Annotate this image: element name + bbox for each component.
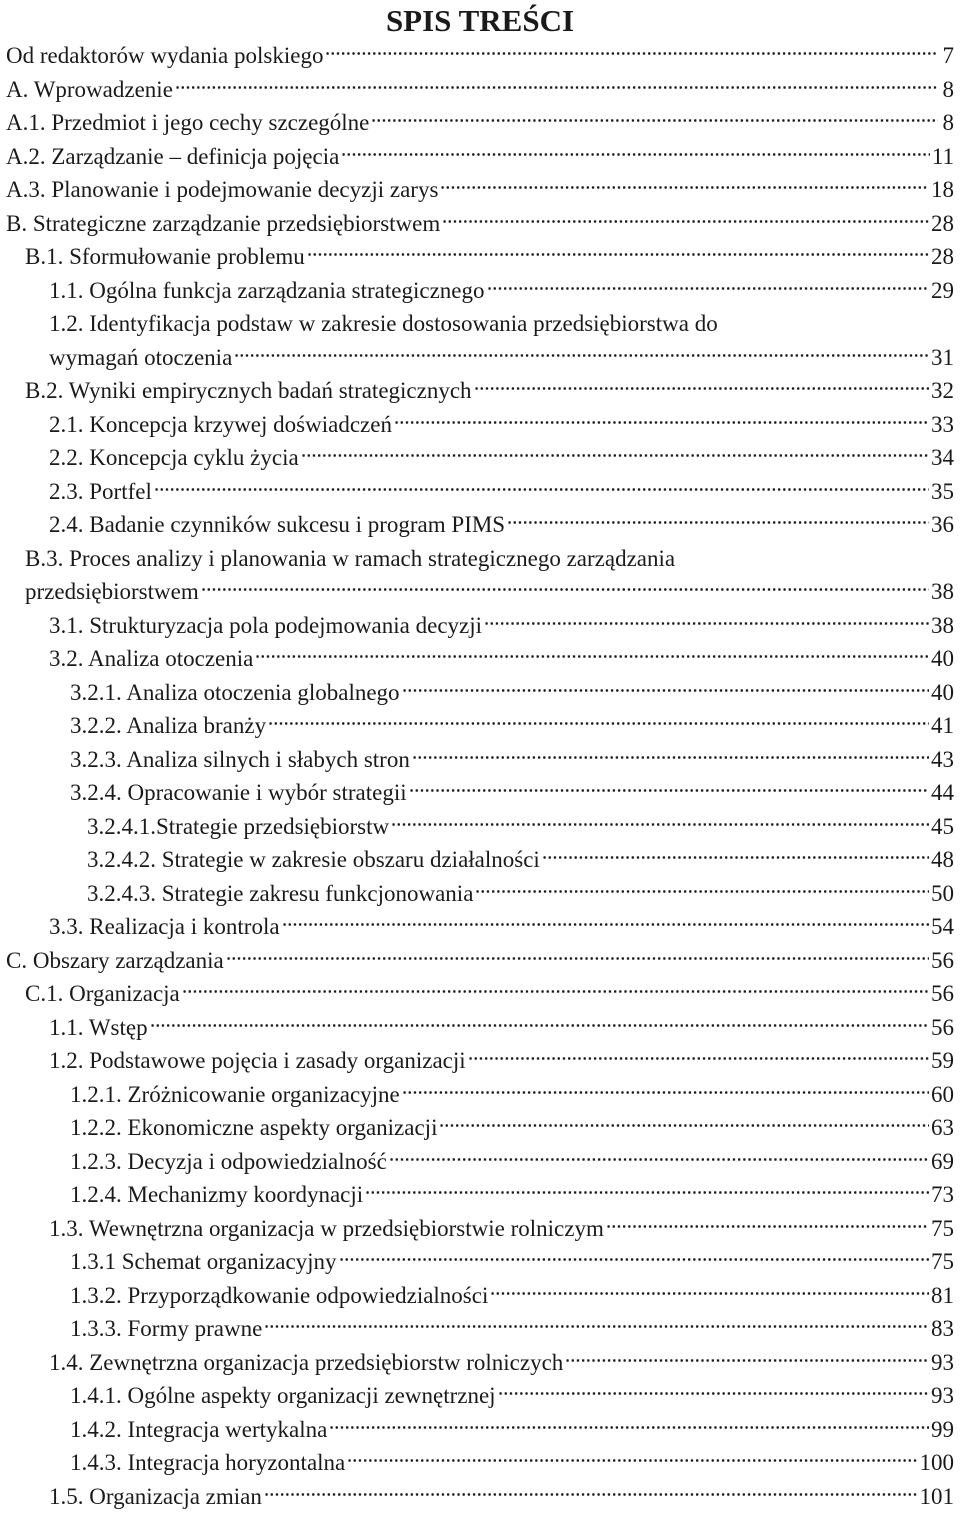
toc-entry-page: 45 (931, 810, 954, 844)
toc-entry-page: 28 (931, 207, 954, 241)
toc-entry-title: 1.2. Podstawowe pojęcia i zasady organizacji (49, 1044, 466, 1078)
dot-leader (391, 814, 929, 834)
toc-entry-page: 83 (931, 1312, 954, 1346)
toc-entry-title: 1.1. Wstęp (49, 1011, 148, 1045)
dot-leader (394, 412, 929, 432)
toc-entry[interactable] (0, 642, 960, 676)
dot-leader (542, 847, 929, 867)
toc-entry-title: przedsiębiorstwem (25, 575, 199, 609)
toc-entry-title: 2.1. Koncepcja krzywej doświadczeń (49, 408, 392, 442)
toc-entry-title: B.2. Wyniki empirycznych badań strategicznych (25, 374, 472, 408)
page-title: SPIS TREŚCI (0, 4, 960, 38)
toc-entry-title: 1.1. Ogólna funkcja zarządzania strategicznego (49, 274, 485, 308)
toc-entry[interactable] (0, 977, 960, 1011)
toc-entry-page: 44 (931, 776, 954, 810)
toc-entry[interactable] (0, 1011, 960, 1045)
dot-leader (468, 1048, 929, 1068)
toc-entry[interactable] (0, 843, 960, 877)
dot-leader (507, 512, 929, 532)
toc-entry[interactable] (0, 1312, 960, 1346)
dot-leader (150, 1015, 929, 1035)
toc-entry-title: 1.4.3. Integracja horyzontalna (70, 1446, 345, 1480)
toc-entry[interactable] (0, 609, 960, 643)
dot-leader (389, 1149, 929, 1169)
toc-entry[interactable] (0, 575, 960, 609)
toc-entry[interactable] (0, 73, 960, 107)
toc-entry-title: 1.2.4. Mechanizmy koordynacji (70, 1178, 363, 1212)
toc-entry[interactable] (0, 508, 960, 542)
toc-entry-page: 18 (931, 173, 954, 207)
dot-leader (490, 1283, 929, 1303)
toc-entry-title: 3.2.3. Analiza silnych i słabych stron (70, 743, 410, 777)
toc-entry-page: 7 (940, 39, 954, 73)
toc-entry-title: A. Wprowadzenie (6, 73, 173, 107)
toc-entry-page: 63 (931, 1111, 954, 1145)
dot-leader (412, 747, 929, 767)
toc-entry[interactable] (0, 307, 960, 341)
toc-entry[interactable] (0, 475, 960, 509)
toc-entry-title: 1.2.2. Ekonomiczne aspekty organizacji (70, 1111, 437, 1145)
toc-entry-page: 81 (931, 1279, 954, 1313)
dot-leader (325, 43, 938, 63)
toc-entry-page: 75 (931, 1245, 954, 1279)
dot-leader (409, 780, 929, 800)
dot-leader (402, 1082, 929, 1102)
dot-leader (255, 646, 929, 666)
toc-entry-page: 101 (920, 1480, 955, 1513)
toc-entry-title: 2.2. Koncepcja cyklu życia (49, 441, 299, 475)
toc-entry-title: 3.2. Analiza otoczenia (49, 642, 253, 676)
toc-entry-page: 31 (931, 341, 954, 375)
toc-entry[interactable] (0, 140, 960, 174)
toc-entry-page: 33 (931, 408, 954, 442)
toc-entry-page: 40 (931, 642, 954, 676)
toc-entry-title: 3.2.4. Opracowanie i wybór strategii (70, 776, 407, 810)
toc-entry-title: 1.2. Identyfikacja podstaw w zakresie dostosowania przedsiębiorstwa do (49, 307, 718, 341)
toc-entry-title: 3.2.4.2. Strategie w zakresie obszaru działalności (87, 843, 540, 877)
toc-entry-page: 40 (931, 676, 954, 710)
toc-entry-title: B.1. Sformułowanie problemu (25, 240, 305, 274)
toc-entry-title: B. Strategiczne zarządzanie przedsiębiorstwem (6, 207, 440, 241)
toc-entry-page: 35 (931, 475, 954, 509)
toc-entry[interactable] (0, 240, 960, 274)
toc-entry[interactable] (0, 1379, 960, 1413)
toc-entry[interactable] (0, 1078, 960, 1112)
toc-entry[interactable] (0, 441, 960, 475)
toc-entry[interactable] (0, 1279, 960, 1313)
toc-entry-page: 32 (931, 374, 954, 408)
toc-entry-page: 54 (931, 910, 954, 944)
toc-entry-title: 3.1. Strukturyzacja pola podejmowania decyzji (49, 609, 482, 643)
dot-leader (341, 144, 930, 164)
toc-entry-page: 38 (931, 575, 954, 609)
toc-entry[interactable] (0, 341, 960, 375)
toc-entry-title: 1.4.2. Integracja wertykalna (70, 1413, 327, 1447)
dot-leader (234, 345, 929, 365)
toc-entry-page: 100 (920, 1446, 955, 1480)
toc-entry[interactable] (0, 1178, 960, 1212)
toc-entry-title: 1.2.1. Zróżnicowanie organizacyjne (70, 1078, 400, 1112)
toc-entry[interactable] (0, 709, 960, 743)
toc-entry-page: 8 (940, 73, 954, 107)
toc-entry[interactable] (0, 106, 960, 140)
dot-leader (371, 110, 938, 130)
dot-leader (475, 881, 929, 901)
dot-leader (442, 211, 929, 231)
toc-entry[interactable] (0, 542, 960, 576)
toc-entry-title: 3.2.4.3. Strategie zakresu funkcjonowania (87, 877, 473, 911)
toc-entry-page: 28 (931, 240, 954, 274)
toc-entry-title: A.3. Planowanie i podejmowanie decyzji zarys (6, 173, 438, 207)
toc-entry-title: 3.3. Realizacja i kontrola (49, 910, 280, 944)
toc-entry-title: Od redaktorów wydania polskiego (6, 39, 323, 73)
toc-entry[interactable] (0, 1044, 960, 1078)
toc-entry[interactable] (0, 910, 960, 944)
toc-entry[interactable] (0, 776, 960, 810)
dot-leader (264, 1316, 929, 1336)
dot-leader (365, 1182, 929, 1202)
dot-leader (154, 479, 929, 499)
dot-leader (182, 981, 929, 1001)
toc-entry[interactable] (0, 374, 960, 408)
toc-entry-page: 93 (931, 1346, 954, 1380)
dot-leader (498, 1383, 929, 1403)
dot-leader (347, 1450, 917, 1470)
dot-leader (268, 713, 929, 733)
toc-entry-title: 1.5. Organizacja zmian (49, 1480, 262, 1513)
toc-entry[interactable] (0, 274, 960, 308)
toc-entry-title: 1.3.1 Schemat organizacyjny (70, 1245, 337, 1279)
toc-entry-title: 3.2.4.1.Strategie przedsiębiorstw (87, 810, 389, 844)
toc-entry-page: 36 (931, 508, 954, 542)
toc-entry[interactable] (0, 1446, 960, 1480)
toc-entry[interactable] (0, 1212, 960, 1246)
toc-entry[interactable] (0, 1111, 960, 1145)
toc-entry[interactable] (0, 743, 960, 777)
dot-leader (487, 278, 929, 298)
dot-leader (439, 1115, 929, 1135)
toc-entry-title: 1.3.3. Formy prawne (70, 1312, 262, 1346)
toc-entry-title: 1.3.2. Przyporządkowanie odpowiedzialności (70, 1279, 488, 1313)
toc-entry[interactable] (0, 1413, 960, 1447)
dot-leader (339, 1249, 929, 1269)
toc-entry[interactable] (0, 810, 960, 844)
toc-entry-title: 2.4. Badanie czynników sukcesu i program PIMS (49, 508, 505, 542)
dot-leader (474, 378, 929, 398)
toc-entry-page: 75 (931, 1212, 954, 1246)
toc-entry[interactable] (0, 1245, 960, 1279)
dot-leader (307, 244, 929, 264)
dot-leader (282, 914, 929, 934)
toc-entry-page: 59 (931, 1044, 954, 1078)
dot-leader (484, 613, 929, 633)
toc-entry-page: 93 (931, 1379, 954, 1413)
dot-leader (606, 1216, 929, 1236)
dot-leader (264, 1484, 918, 1504)
toc-entry[interactable] (0, 408, 960, 442)
dot-leader (440, 177, 929, 197)
toc-entry[interactable] (0, 39, 960, 73)
toc-entry-page: 50 (931, 877, 954, 911)
toc-entry[interactable] (0, 173, 960, 207)
toc-entry-title: wymagań otoczenia (49, 341, 232, 375)
toc-entry-title: 1.2.3. Decyzja i odpowiedzialność (70, 1145, 387, 1179)
toc-entry-title: 1.4. Zewnętrzna organizacja przedsiębiorstw rolniczych (49, 1346, 563, 1380)
toc-entry-title: 3.2.2. Analiza branży (70, 709, 266, 743)
toc-entry-page: 56 (931, 1011, 954, 1045)
toc-entry-page: 73 (931, 1178, 954, 1212)
toc-entry-page: 60 (931, 1078, 954, 1112)
toc-entry[interactable] (0, 877, 960, 911)
toc-entry-page: 69 (931, 1145, 954, 1179)
toc-entry[interactable] (0, 207, 960, 241)
toc-entry-page: 29 (931, 274, 954, 308)
toc-entry-title: 2.3. Portfel (49, 475, 152, 509)
toc-entry-title: A.2. Zarządzanie – definicja pojęcia (6, 140, 339, 174)
toc-entry-title: C.1. Organizacja (25, 977, 180, 1011)
toc-entry-title: 1.4.1. Ogólne aspekty organizacji zewnętrznej (70, 1379, 496, 1413)
dot-leader (201, 579, 929, 599)
toc-entry[interactable] (0, 1346, 960, 1380)
toc-entry-page: 38 (931, 609, 954, 643)
dot-leader (402, 680, 929, 700)
toc-entry[interactable] (0, 944, 960, 978)
toc-entry[interactable] (0, 1480, 960, 1513)
toc-entry-page: 56 (931, 977, 954, 1011)
toc-entry-title: 3.2.1. Analiza otoczenia globalnego (70, 676, 400, 710)
toc-entry-page: 34 (931, 441, 954, 475)
toc-entry-page: 41 (931, 709, 954, 743)
toc-entry-page: 11 (932, 140, 954, 174)
toc-entry-page: 48 (931, 843, 954, 877)
toc-entry-page: 99 (931, 1413, 954, 1447)
toc-entry-title: A.1. Przedmiot i jego cechy szczególne (6, 106, 369, 140)
toc-entry-page: 56 (931, 944, 954, 978)
toc-entry-page: 43 (931, 743, 954, 777)
dot-leader (226, 948, 929, 968)
toc-entry-title: 1.3. Wewnętrzna organizacja w przedsiębiorstwie rolniczym (49, 1212, 604, 1246)
toc-entry-title: C. Obszary zarządzania (6, 944, 224, 978)
dot-leader (175, 77, 938, 97)
dot-leader (301, 445, 929, 465)
toc-entry-title: B.3. Proces analizy i planowania w ramach strategicznego zarządzania (25, 542, 675, 576)
toc-entry-page: 8 (940, 106, 954, 140)
toc-list (0, 39, 960, 1513)
toc-entry[interactable] (0, 676, 960, 710)
dot-leader (565, 1350, 929, 1370)
toc-entry[interactable] (0, 1145, 960, 1179)
dot-leader (329, 1417, 929, 1437)
